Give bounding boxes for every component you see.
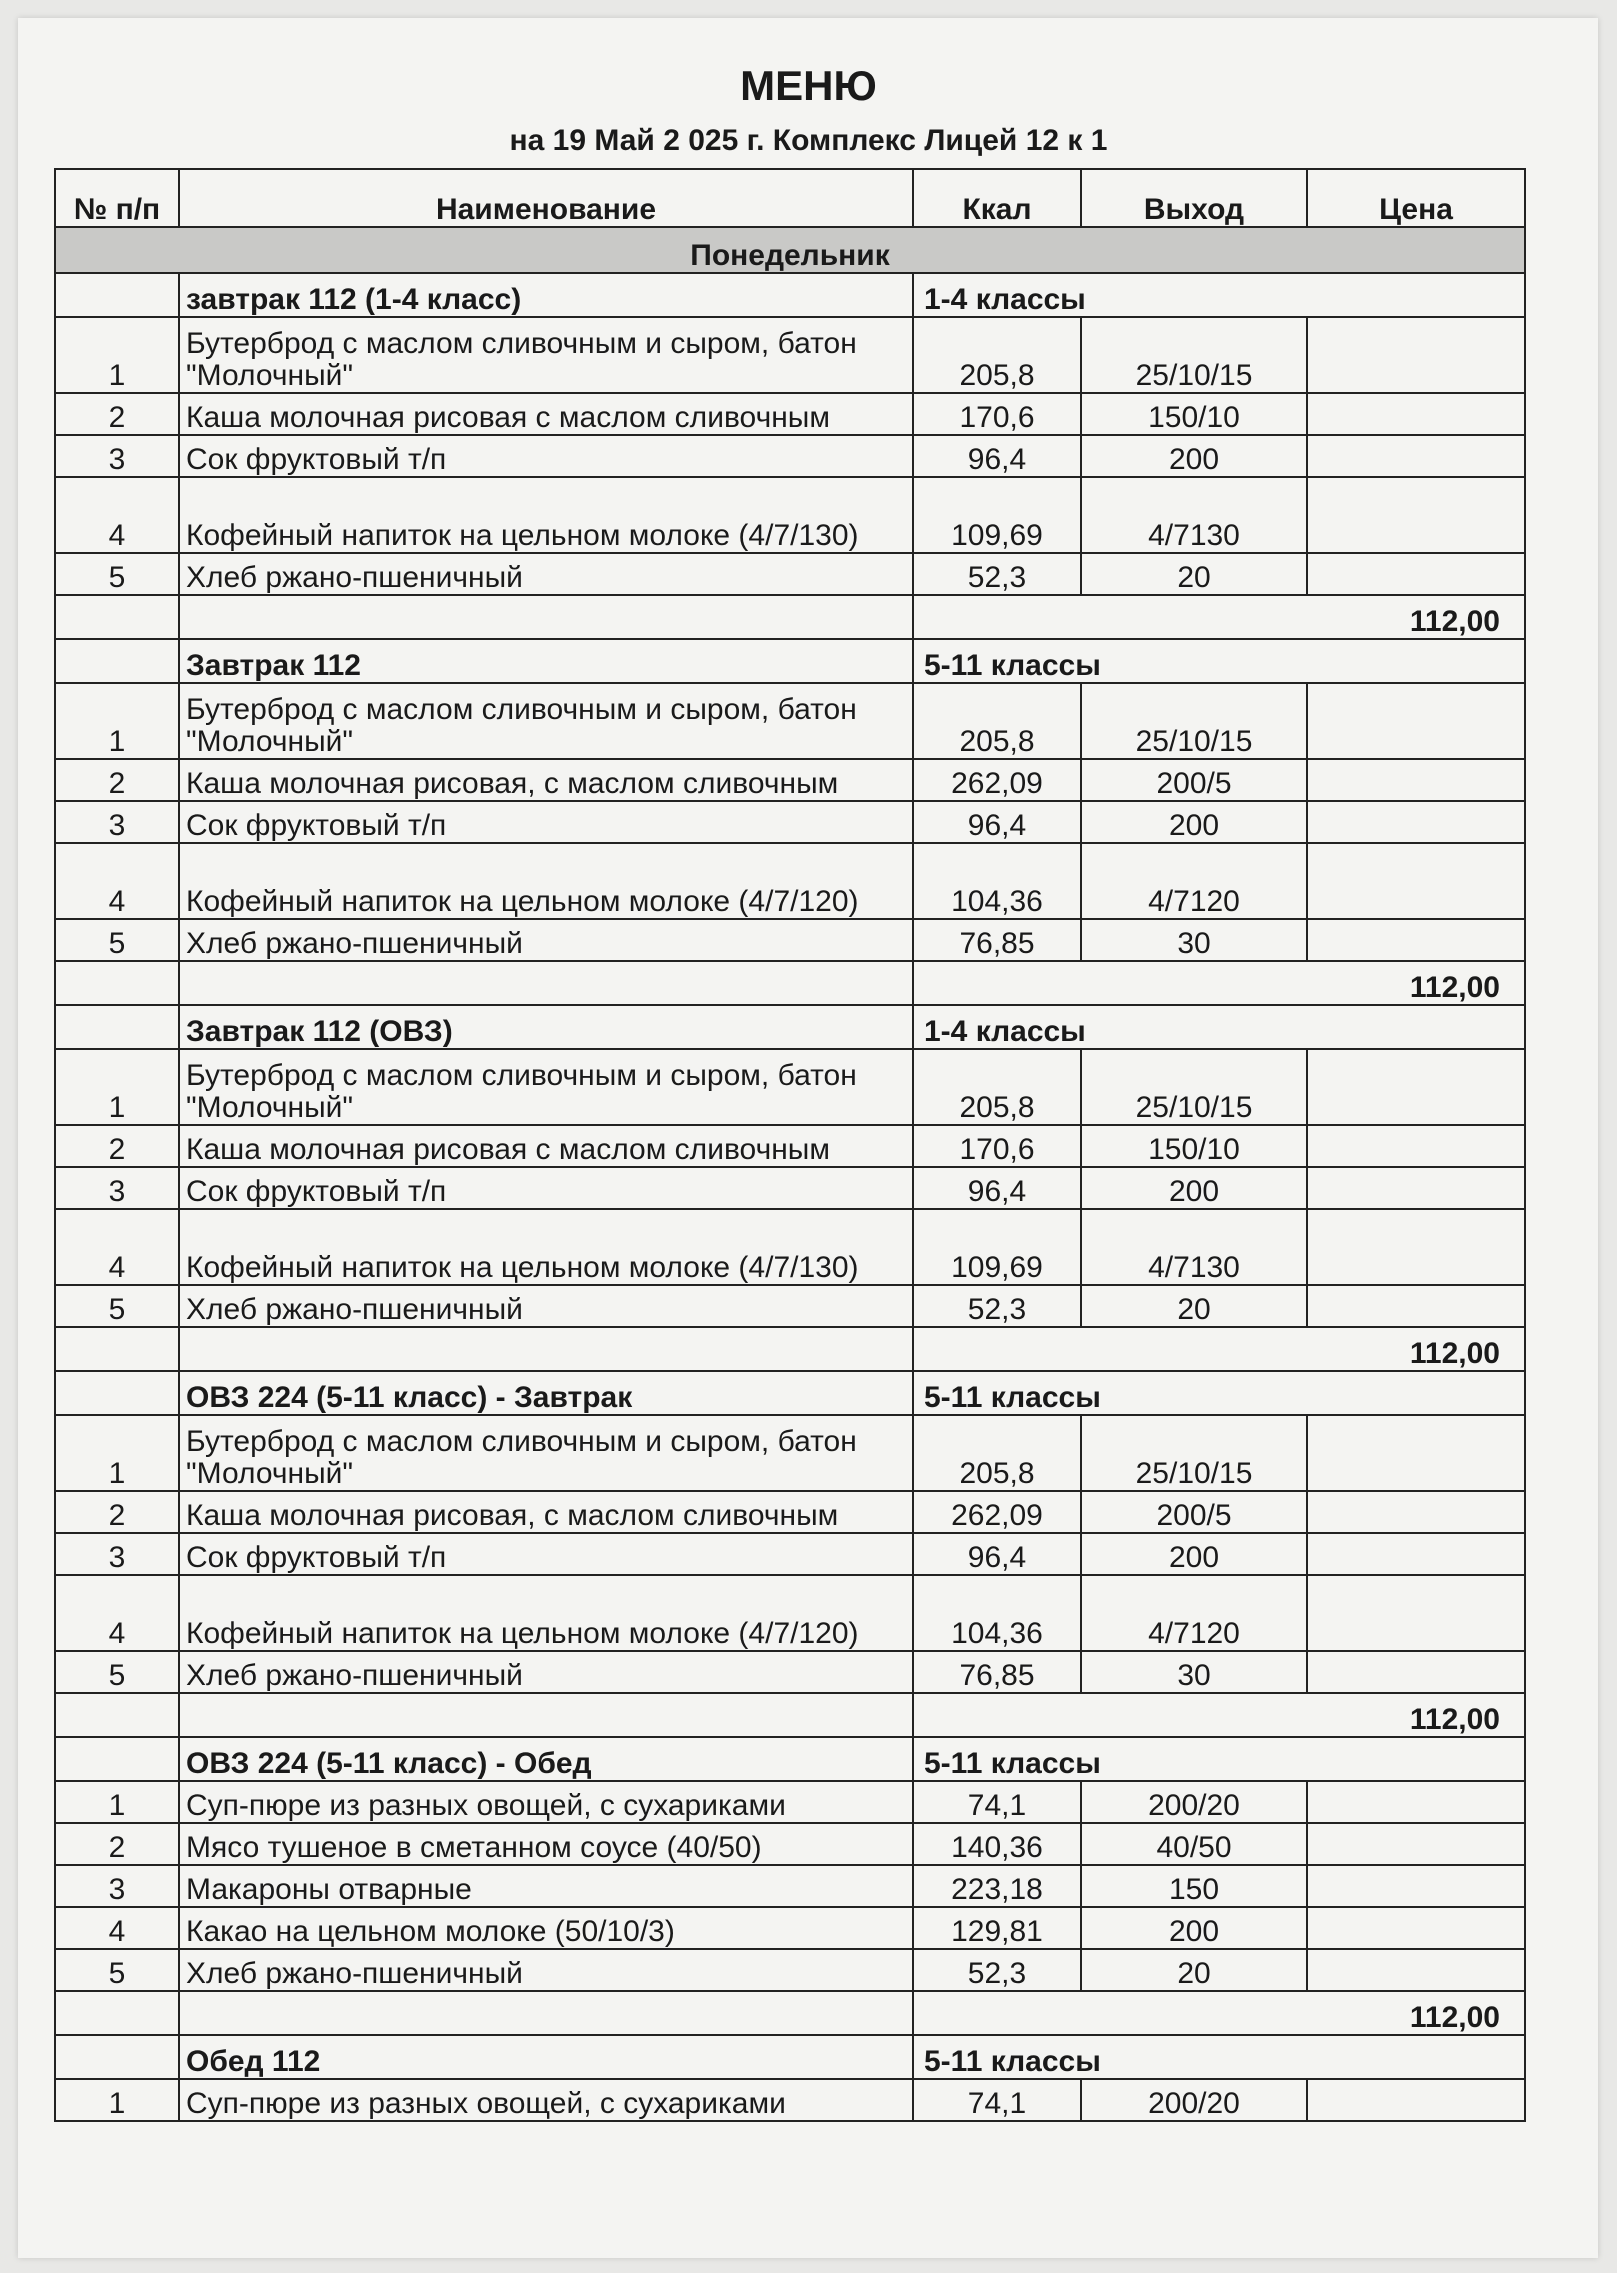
item-price: [1307, 919, 1525, 961]
item-kcal: 129,81: [913, 1907, 1081, 1949]
item-kcal: 52,3: [913, 1949, 1081, 1991]
item-output: 20: [1081, 1285, 1307, 1327]
item-name: Сок фруктовый т/п: [179, 801, 913, 843]
item-name: Каша молочная рисовая, с маслом сливочным: [179, 1491, 913, 1533]
item-kcal: 74,1: [913, 2079, 1081, 2121]
menu-item-row: [55, 435, 1525, 477]
item-kcal: 170,6: [913, 1125, 1081, 1167]
item-price: [1307, 1415, 1525, 1491]
item-price: [1307, 435, 1525, 477]
header-name: Наименование: [179, 169, 913, 227]
header-price: Цена: [1307, 169, 1525, 227]
menu-item-row: [55, 477, 1525, 553]
section-header-row: [55, 273, 1525, 317]
item-name: Кофейный напиток на цельном молоке (4/7/130): [179, 1209, 913, 1285]
menu-item-row: [55, 1823, 1525, 1865]
item-output: 40/50: [1081, 1823, 1307, 1865]
item-name: Кофейный напиток на цельном молоке (4/7/130): [179, 477, 913, 553]
section-total-row: [55, 961, 1525, 1005]
menu-item-row: [55, 1651, 1525, 1693]
section-total-price: 112,00: [913, 1693, 1525, 1737]
menu-item-row: [55, 1167, 1525, 1209]
item-output: 4/7130: [1081, 1209, 1307, 1285]
item-name: Каша молочная рисовая, с маслом сливочным: [179, 759, 913, 801]
item-num: 3: [55, 1865, 179, 1907]
header-row: [55, 169, 1525, 227]
item-kcal: 205,8: [913, 1415, 1081, 1491]
menu-item-row: [55, 2079, 1525, 2121]
item-name: Какао на цельном молоке (50/10/3): [179, 1907, 913, 1949]
section-header-row: [55, 1737, 1525, 1781]
section-total-price: 112,00: [913, 961, 1525, 1005]
item-price: [1307, 1865, 1525, 1907]
item-kcal: 96,4: [913, 435, 1081, 477]
item-price: [1307, 477, 1525, 553]
item-price: [1307, 759, 1525, 801]
item-kcal: 96,4: [913, 1533, 1081, 1575]
item-kcal: 262,09: [913, 1491, 1081, 1533]
item-name: Бутерброд с маслом сливочным и сыром, батон "Молочный": [179, 317, 913, 393]
day-row: [55, 227, 1525, 273]
item-kcal: 52,3: [913, 1285, 1081, 1327]
menu-item-row: [55, 1285, 1525, 1327]
section-title: ОВЗ 224 (5-11 класс) - Завтрак: [179, 1371, 913, 1415]
item-output: 20: [1081, 1949, 1307, 1991]
item-output: 4/7120: [1081, 843, 1307, 919]
menu-item-row: [55, 843, 1525, 919]
item-name: Хлеб ржано-пшеничный: [179, 1949, 913, 1991]
menu-item-row: [55, 1533, 1525, 1575]
item-kcal: 96,4: [913, 801, 1081, 843]
menu-item-row: [55, 683, 1525, 759]
item-num: 1: [55, 2079, 179, 2121]
section-total-price: 112,00: [913, 1991, 1525, 2035]
section-total-row: [55, 1991, 1525, 2035]
item-output: 200: [1081, 1167, 1307, 1209]
item-name: Суп-пюре из разных овощей, с сухариками: [179, 1781, 913, 1823]
item-price: [1307, 1575, 1525, 1651]
item-price: [1307, 2079, 1525, 2121]
menu-item-row: [55, 801, 1525, 843]
section-title: Обед 112: [179, 2035, 913, 2079]
item-output: 25/10/15: [1081, 683, 1307, 759]
item-kcal: 76,85: [913, 919, 1081, 961]
item-num: 4: [55, 843, 179, 919]
section-title: Завтрак 112: [179, 639, 913, 683]
page-title: МЕНЮ: [740, 62, 877, 109]
item-name: Кофейный напиток на цельном молоке (4/7/120): [179, 1575, 913, 1651]
item-price: [1307, 1651, 1525, 1693]
section-num-cell: [55, 639, 179, 683]
item-name: Кофейный напиток на цельном молоке (4/7/120): [179, 843, 913, 919]
item-price: [1307, 1049, 1525, 1125]
item-kcal: 96,4: [913, 1167, 1081, 1209]
menu-table: [54, 168, 1526, 2122]
item-name: Суп-пюре из разных овощей, с сухариками: [179, 2079, 913, 2121]
total-empty-cell: [179, 1991, 913, 2035]
item-output: 200/20: [1081, 2079, 1307, 2121]
item-num: 1: [55, 317, 179, 393]
item-name: Каша молочная рисовая с маслом сливочным: [179, 393, 913, 435]
item-kcal: 205,8: [913, 1049, 1081, 1125]
menu-item-row: [55, 393, 1525, 435]
item-num: 3: [55, 1533, 179, 1575]
item-output: 30: [1081, 919, 1307, 961]
section-grade: 5-11 классы: [913, 1737, 1525, 1781]
item-output: 200/5: [1081, 1491, 1307, 1533]
item-kcal: 140,36: [913, 1823, 1081, 1865]
item-name: Хлеб ржано-пшеничный: [179, 1651, 913, 1693]
section-num-cell: [55, 1737, 179, 1781]
item-num: 4: [55, 1575, 179, 1651]
item-name: Бутерброд с маслом сливочным и сыром, батон "Молочный": [179, 1415, 913, 1491]
item-output: 150/10: [1081, 393, 1307, 435]
item-num: 4: [55, 1209, 179, 1285]
item-price: [1307, 553, 1525, 595]
section-grade: 5-11 классы: [913, 639, 1525, 683]
item-price: [1307, 1167, 1525, 1209]
menu-item-row: [55, 1575, 1525, 1651]
total-empty-cell: [55, 1327, 179, 1371]
item-price: [1307, 1823, 1525, 1865]
item-num: 5: [55, 919, 179, 961]
item-num: 1: [55, 1781, 179, 1823]
menu-item-row: [55, 317, 1525, 393]
item-output: 200: [1081, 435, 1307, 477]
item-kcal: 205,8: [913, 317, 1081, 393]
item-num: 3: [55, 435, 179, 477]
item-output: 4/7130: [1081, 477, 1307, 553]
menu-item-row: [55, 1491, 1525, 1533]
item-name: Макароны отварные: [179, 1865, 913, 1907]
item-kcal: 170,6: [913, 393, 1081, 435]
section-grade: 1-4 классы: [913, 273, 1525, 317]
item-price: [1307, 1533, 1525, 1575]
item-num: 5: [55, 1651, 179, 1693]
menu-item-row: [55, 1209, 1525, 1285]
day-label: Понедельник: [55, 227, 1525, 273]
page-subtitle: на 19 Май 2 025 г. Комплекс Лицей 12 к 1: [509, 124, 1108, 157]
item-kcal: 109,69: [913, 1209, 1081, 1285]
menu-table-body: [55, 169, 1525, 2121]
item-kcal: 262,09: [913, 759, 1081, 801]
menu-item-row: [55, 759, 1525, 801]
item-output: 200: [1081, 1907, 1307, 1949]
item-num: 4: [55, 477, 179, 553]
section-total-row: [55, 595, 1525, 639]
item-name: Хлеб ржано-пшеничный: [179, 553, 913, 595]
item-price: [1307, 1781, 1525, 1823]
item-price: [1307, 1209, 1525, 1285]
item-output: 200: [1081, 801, 1307, 843]
item-name: Хлеб ржано-пшеничный: [179, 919, 913, 961]
item-output: 200/20: [1081, 1781, 1307, 1823]
section-header-row: [55, 1005, 1525, 1049]
item-output: 200: [1081, 1533, 1307, 1575]
item-price: [1307, 1125, 1525, 1167]
section-total-row: [55, 1693, 1525, 1737]
item-price: [1307, 683, 1525, 759]
item-num: 2: [55, 1491, 179, 1533]
item-price: [1307, 1907, 1525, 1949]
item-num: 2: [55, 393, 179, 435]
menu-item-row: [55, 1049, 1525, 1125]
item-price: [1307, 801, 1525, 843]
section-header-row: [55, 1371, 1525, 1415]
total-empty-cell: [55, 961, 179, 1005]
item-name: Сок фруктовый т/п: [179, 1533, 913, 1575]
item-output: 4/7120: [1081, 1575, 1307, 1651]
item-name: Хлеб ржано-пшеничный: [179, 1285, 913, 1327]
menu-item-row: [55, 1415, 1525, 1491]
item-price: [1307, 843, 1525, 919]
item-num: 5: [55, 553, 179, 595]
item-name: Бутерброд с маслом сливочным и сыром, батон "Молочный": [179, 1049, 913, 1125]
section-num-cell: [55, 1371, 179, 1415]
menu-item-row: [55, 1949, 1525, 1991]
item-kcal: 109,69: [913, 477, 1081, 553]
section-title: завтрак 112 (1-4 класс): [179, 273, 913, 317]
section-num-cell: [55, 1005, 179, 1049]
item-num: 3: [55, 1167, 179, 1209]
item-kcal: 74,1: [913, 1781, 1081, 1823]
menu-item-row: [55, 1125, 1525, 1167]
item-name: Мясо тушеное в сметанном соусе (40/50): [179, 1823, 913, 1865]
section-grade: 5-11 классы: [913, 2035, 1525, 2079]
header-output: Выход: [1081, 169, 1307, 227]
section-header-row: [55, 639, 1525, 683]
item-kcal: 104,36: [913, 1575, 1081, 1651]
section-grade: 1-4 классы: [913, 1005, 1525, 1049]
item-num: 5: [55, 1949, 179, 1991]
item-price: [1307, 393, 1525, 435]
header-num: № п/п: [55, 169, 179, 227]
item-output: 25/10/15: [1081, 1415, 1307, 1491]
menu-item-row: [55, 1781, 1525, 1823]
item-kcal: 52,3: [913, 553, 1081, 595]
total-empty-cell: [55, 1991, 179, 2035]
menu-item-row: [55, 1907, 1525, 1949]
section-title: Завтрак 112 (ОВЗ): [179, 1005, 913, 1049]
item-output: 30: [1081, 1651, 1307, 1693]
item-name: Бутерброд с маслом сливочным и сыром, батон "Молочный": [179, 683, 913, 759]
item-num: 1: [55, 1415, 179, 1491]
item-num: 1: [55, 1049, 179, 1125]
item-output: 150/10: [1081, 1125, 1307, 1167]
section-total-row: [55, 1327, 1525, 1371]
item-price: [1307, 1491, 1525, 1533]
section-title: ОВЗ 224 (5-11 класс) - Обед: [179, 1737, 913, 1781]
item-output: 20: [1081, 553, 1307, 595]
item-output: 25/10/15: [1081, 317, 1307, 393]
item-num: 5: [55, 1285, 179, 1327]
item-price: [1307, 1285, 1525, 1327]
item-num: 1: [55, 683, 179, 759]
section-num-cell: [55, 2035, 179, 2079]
item-num: 2: [55, 1125, 179, 1167]
item-output: 200/5: [1081, 759, 1307, 801]
menu-item-row: [55, 1865, 1525, 1907]
item-num: 2: [55, 759, 179, 801]
item-kcal: 104,36: [913, 843, 1081, 919]
menu-item-row: [55, 553, 1525, 595]
total-empty-cell: [179, 961, 913, 1005]
item-price: [1307, 1949, 1525, 1991]
item-name: Каша молочная рисовая с маслом сливочным: [179, 1125, 913, 1167]
item-output: 25/10/15: [1081, 1049, 1307, 1125]
section-header-row: [55, 2035, 1525, 2079]
item-kcal: 76,85: [913, 1651, 1081, 1693]
item-kcal: 223,18: [913, 1865, 1081, 1907]
item-output: 150: [1081, 1865, 1307, 1907]
total-empty-cell: [179, 595, 913, 639]
item-num: 3: [55, 801, 179, 843]
item-kcal: 205,8: [913, 683, 1081, 759]
section-total-price: 112,00: [913, 595, 1525, 639]
header-kcal: Ккал: [913, 169, 1081, 227]
total-empty-cell: [179, 1327, 913, 1371]
section-total-price: 112,00: [913, 1327, 1525, 1371]
item-price: [1307, 317, 1525, 393]
section-num-cell: [55, 273, 179, 317]
item-num: 2: [55, 1823, 179, 1865]
total-empty-cell: [55, 1693, 179, 1737]
menu-item-row: [55, 919, 1525, 961]
total-empty-cell: [179, 1693, 913, 1737]
total-empty-cell: [55, 595, 179, 639]
section-grade: 5-11 классы: [913, 1371, 1525, 1415]
item-name: Сок фруктовый т/п: [179, 1167, 913, 1209]
item-num: 4: [55, 1907, 179, 1949]
item-name: Сок фруктовый т/п: [179, 435, 913, 477]
